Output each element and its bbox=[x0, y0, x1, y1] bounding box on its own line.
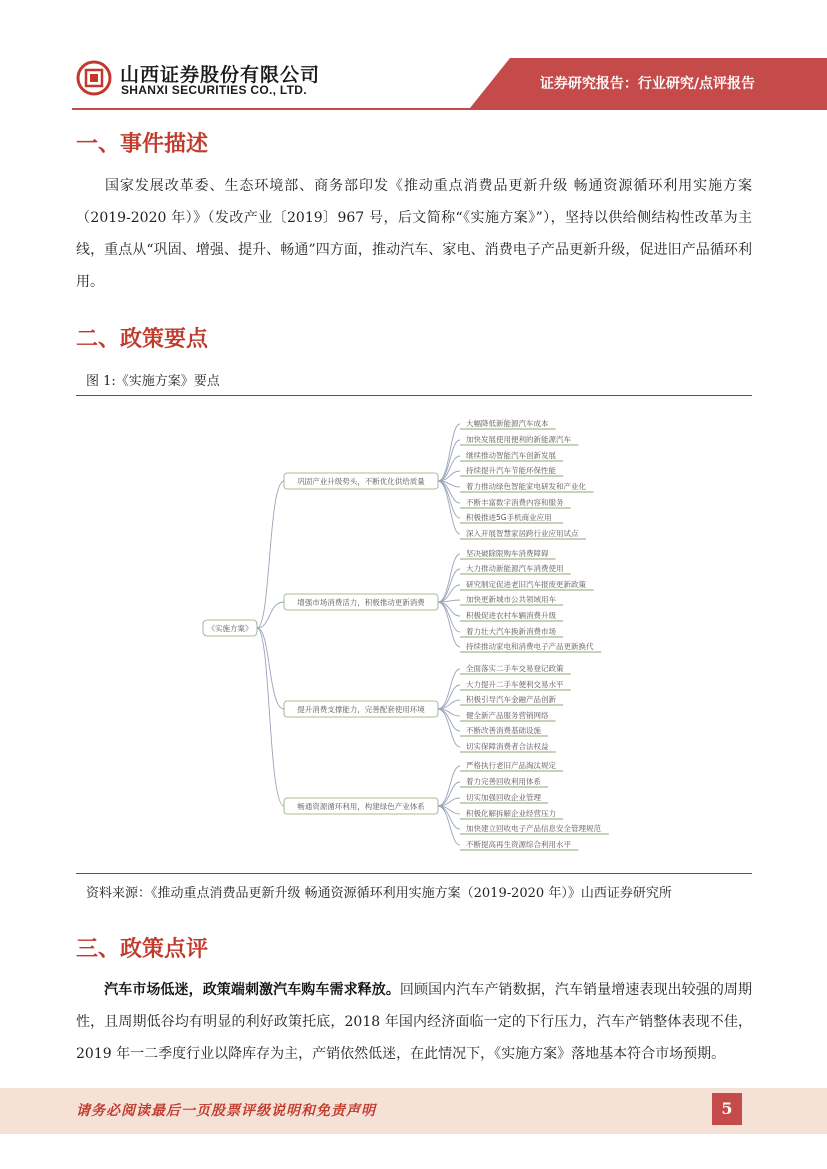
svg-text:不断改善消费基础设施: 不断改善消费基础设施 bbox=[466, 726, 541, 735]
svg-text:加快建立回收电子产品信息安全管理规范: 加快建立回收电子产品信息安全管理规范 bbox=[466, 824, 601, 833]
mindmap-leaf bbox=[460, 548, 556, 559]
page-header bbox=[0, 0, 827, 110]
header-divider bbox=[72, 108, 827, 110]
svg-text:提升消费支撑能力，完善配套使用环境: 提升消费支撑能力，完善配套使用环境 bbox=[297, 705, 425, 714]
figure-bottom-rule bbox=[76, 873, 752, 874]
page-number: 5 bbox=[712, 1093, 742, 1125]
policy-mindmap bbox=[76, 396, 752, 872]
svg-text:巩固产业升级势头，不断优化供给质量: 巩固产业升级势头，不断优化供给质量 bbox=[297, 477, 425, 486]
svg-text:切实保障消费者合法权益: 切实保障消费者合法权益 bbox=[466, 742, 549, 751]
svg-text:不断丰富数字消费内容和服务: 不断丰富数字消费内容和服务 bbox=[466, 498, 564, 507]
mindmap-branch bbox=[284, 701, 438, 717]
mindmap-leaf bbox=[460, 725, 548, 736]
company-logo-icon bbox=[76, 60, 112, 96]
mindmap-leaf bbox=[460, 663, 571, 674]
section-title-3: 三、政策点评 bbox=[76, 937, 209, 962]
section-1-text: 国家发展改革委、生态环境部、商务部印发《推动重点消费品更新升级 畅通资源循环利用实施方案（2019-2020 年）》（发改产业〔2019〕967 号，后文简称“《实施方案》”），坚持以供给侧结构性改革为主线，重点从“巩固、增强、提升、畅通”四方面，推动汽车、家电、消费电子产品更新升级，促进旧产品循环利用。 bbox=[76, 178, 752, 290]
section-1-body bbox=[76, 170, 752, 298]
svg-text:着力推动绿色智能家电研发和产业化: 着力推动绿色智能家电研发和产业化 bbox=[466, 482, 586, 491]
svg-text:积极推进5G手机商业应用: 积极推进5G手机商业应用 bbox=[466, 513, 552, 522]
company-name-cn: 山西证券股份有限公司 bbox=[120, 64, 321, 86]
mindmap-leaf bbox=[460, 823, 609, 834]
mindmap-leaf bbox=[460, 776, 548, 787]
svg-text:《实施方案》: 《实施方案》 bbox=[207, 624, 253, 633]
svg-text:继续推动智能汽车创新发展: 继续推动智能汽车创新发展 bbox=[466, 451, 556, 460]
svg-text:加快发展使用便利的新能源汽车: 加快发展使用便利的新能源汽车 bbox=[466, 435, 571, 444]
mindmap-leaf bbox=[460, 528, 586, 539]
mindmap-leaf bbox=[460, 610, 563, 621]
mindmap-leaf bbox=[460, 512, 563, 523]
mindmap-leaf bbox=[460, 418, 556, 429]
figure-source: 资料来源：《推动重点消费品更新升级 畅通资源循环利用实施方案（2019-2020 年）》山西证券研究所 bbox=[86, 886, 672, 901]
mindmap-leaf bbox=[460, 808, 563, 819]
mindmap-leaf bbox=[460, 641, 601, 652]
svg-text:持续提升汽车节能环保性能: 持续提升汽车节能环保性能 bbox=[466, 466, 556, 475]
svg-text:大幅降低新能源汽车成本: 大幅降低新能源汽车成本 bbox=[466, 419, 549, 428]
mindmap-root bbox=[203, 620, 257, 636]
mindmap-leaf bbox=[460, 839, 578, 850]
svg-text:畅通资源循环利用，构建绿色产业体系: 畅通资源循环利用，构建绿色产业体系 bbox=[297, 802, 425, 811]
mindmap-leaf bbox=[460, 760, 563, 771]
svg-text:大力提升二手车便利交易水平: 大力提升二手车便利交易水平 bbox=[466, 680, 564, 689]
mindmap-leaf bbox=[460, 792, 548, 803]
section-3-text: 回顾国内汽车产销数据，汽车销量增速表现出较强的周期性，且周期低谷均有明显的利好政策托底，2018 年国内经济面临一定的下行压力，汽车产销整体表现不佳，2019 年一二季度行业以降库存为主，产销依然低迷，在此情况下，《实施方案》落地基本符合市场预期。 bbox=[76, 982, 753, 1062]
svg-text:切实加强回收企业管理: 切实加强回收企业管理 bbox=[466, 793, 541, 802]
svg-text:坚决破除限购车消费障碍: 坚决破除限购车消费障碍 bbox=[466, 549, 549, 558]
svg-text:积极引导汽车金融产品创新: 积极引导汽车金融产品创新 bbox=[466, 695, 556, 704]
svg-text:增强市场消费活力，积极推动更新消费: 增强市场消费活力，积极推动更新消费 bbox=[297, 598, 425, 607]
svg-text:全面落实二手车交易登记政策: 全面落实二手车交易登记政策 bbox=[466, 664, 564, 673]
svg-text:持续推动家电和消费电子产品更新换代: 持续推动家电和消费电子产品更新换代 bbox=[466, 642, 594, 651]
mindmap-branch bbox=[284, 473, 438, 489]
svg-text:加快更新城市公共领域用车: 加快更新城市公共领域用车 bbox=[466, 595, 556, 604]
svg-text:不断提高再生资源综合利用水平: 不断提高再生资源综合利用水平 bbox=[466, 840, 571, 849]
svg-text:严格执行老旧产品淘汰规定: 严格执行老旧产品淘汰规定 bbox=[466, 761, 556, 770]
footer-disclaimer: 请务必阅读最后一页股票评级说明和免责声明 bbox=[76, 1103, 376, 1119]
mindmap-leaf bbox=[460, 579, 594, 590]
company-name-en: SHANXI SECURITIES CO., LTD. bbox=[121, 83, 307, 97]
mindmap-branch bbox=[284, 798, 438, 814]
mindmap-leaf bbox=[460, 563, 571, 574]
mindmap-leaf bbox=[460, 465, 563, 476]
mindmap-leaf bbox=[460, 626, 563, 637]
report-type-label: 证券研究报告：行业研究/点评报告 bbox=[539, 76, 755, 92]
mindmap-leaf bbox=[460, 497, 571, 508]
mindmap-branch bbox=[284, 594, 438, 610]
svg-text:积极化解拆解企业经营压力: 积极化解拆解企业经营压力 bbox=[466, 809, 556, 818]
figure-caption: 图 1:《实施方案》要点 bbox=[86, 374, 220, 389]
mindmap-leaf bbox=[460, 481, 594, 492]
mindmap-leaf bbox=[460, 741, 556, 752]
section-3-lead: 汽车市场低迷，政策端刺激汽车购车需求释放。 bbox=[104, 982, 400, 998]
svg-text:健全新产品服务营销网络: 健全新产品服务营销网络 bbox=[466, 711, 549, 720]
section-title-2: 二、政策要点 bbox=[76, 327, 209, 352]
mindmap-leaf bbox=[460, 679, 571, 690]
section-3-body bbox=[76, 974, 752, 1070]
section-title-1: 一、事件描述 bbox=[76, 132, 209, 157]
mindmap-leaf bbox=[460, 594, 563, 605]
svg-text:着力完善回收利用体系: 着力完善回收利用体系 bbox=[466, 777, 541, 786]
mindmap-leaf bbox=[460, 710, 556, 721]
mindmap-leaf bbox=[460, 694, 563, 705]
svg-text:研究制定促进老旧汽车报废更新政策: 研究制定促进老旧汽车报废更新政策 bbox=[466, 580, 586, 589]
svg-text:深入开展智慧家居跨行业应用试点: 深入开展智慧家居跨行业应用试点 bbox=[466, 529, 579, 538]
mindmap-leaf bbox=[460, 434, 578, 445]
svg-text:大力推动新能源汽车消费使用: 大力推动新能源汽车消费使用 bbox=[466, 564, 564, 573]
svg-text:积极促进农村车辆消费升级: 积极促进农村车辆消费升级 bbox=[466, 611, 556, 620]
svg-text:着力壮大汽车换新消费市场: 着力壮大汽车换新消费市场 bbox=[466, 627, 556, 636]
mindmap-leaf bbox=[460, 450, 563, 461]
